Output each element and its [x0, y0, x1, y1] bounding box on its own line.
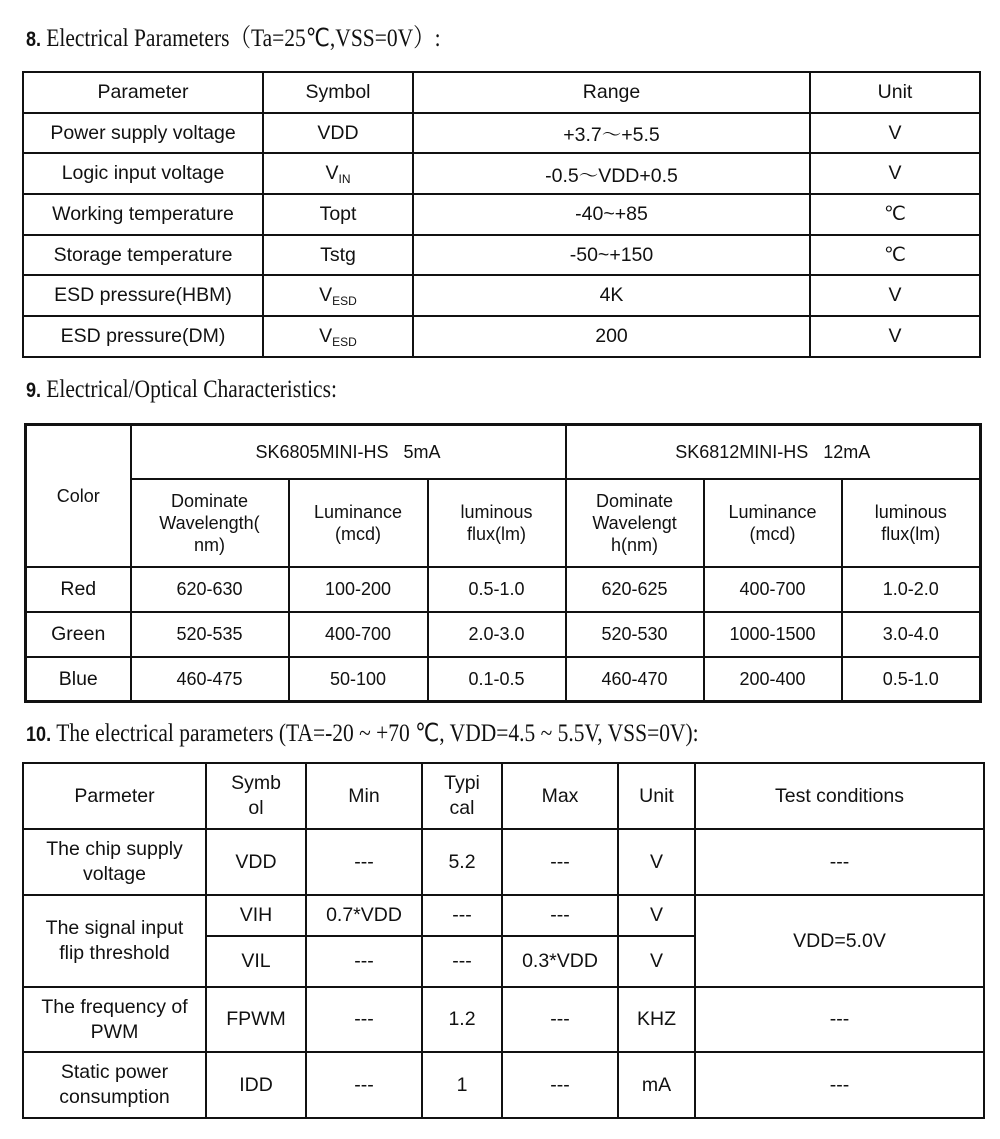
- conditions-cell: ---: [695, 1052, 984, 1118]
- min-cell: ---: [306, 987, 422, 1052]
- unit-cell: V: [810, 153, 980, 194]
- max-cell: ---: [502, 895, 618, 936]
- table-row: [23, 316, 980, 357]
- typical-cell: 1.2: [422, 987, 502, 1052]
- table-row: [26, 657, 981, 702]
- subheader-cell: Dominate Wavelengt h(nm): [566, 479, 704, 567]
- param-cell: The signal input flip threshold: [23, 895, 206, 987]
- symbol-cell: VIL: [206, 936, 306, 987]
- group-header: SK6812MINI-HS 12mA: [566, 425, 981, 479]
- header-cell: Parmeter: [23, 763, 206, 829]
- conditions-cell: ---: [695, 829, 984, 895]
- symbol-cell: VIH: [206, 895, 306, 936]
- subheader-cell: Luminance (mcd): [289, 479, 428, 567]
- unit-cell: ℃: [810, 235, 980, 276]
- max-cell: 0.3*VDD: [502, 936, 618, 987]
- table-row: [26, 612, 981, 657]
- typical-cell: ---: [422, 895, 502, 936]
- section-title: The electrical parameters (TA=-20 ~ +70 ℃, VDD=4.5 ~ 5.5V, VSS=0V):: [56, 720, 699, 747]
- value-cell: 200-400: [704, 657, 842, 702]
- color-cell: Green: [26, 612, 131, 657]
- unit-cell: V: [618, 936, 695, 987]
- value-cell: 2.0-3.0: [428, 612, 566, 657]
- param-cell: ESD pressure(HBM): [23, 275, 263, 316]
- electrical-parameters-table: [22, 71, 981, 358]
- table-header-row: [23, 72, 980, 113]
- symbol-cell: VDD: [263, 113, 413, 154]
- optical-characteristics-table: [24, 423, 982, 703]
- table-row: [23, 987, 984, 1052]
- table-row: [23, 235, 980, 276]
- param-cell: Storage temperature: [23, 235, 263, 276]
- range-cell: 4K: [413, 275, 810, 316]
- header-cell: Symb ol: [206, 763, 306, 829]
- section-number: 9.: [26, 379, 42, 402]
- table-row: [23, 194, 980, 235]
- range-cell: -40~+85: [413, 194, 810, 235]
- subheader-cell: Luminance (mcd): [704, 479, 842, 567]
- unit-cell: ℃: [810, 194, 980, 235]
- header-cell: Unit: [618, 763, 695, 829]
- range-cell: -50~+150: [413, 235, 810, 276]
- unit-cell: KHZ: [618, 987, 695, 1052]
- value-cell: 520-535: [131, 612, 289, 657]
- header-cell: Symbol: [263, 72, 413, 113]
- value-cell: 50-100: [289, 657, 428, 702]
- min-cell: ---: [306, 1052, 422, 1118]
- typical-cell: 5.2: [422, 829, 502, 895]
- section-number: 8.: [26, 28, 42, 51]
- param-cell: ESD pressure(DM): [23, 316, 263, 357]
- range-cell: +3.7～+5.5: [413, 113, 810, 154]
- unit-cell: V: [810, 113, 980, 154]
- symbol-cell: FPWM: [206, 987, 306, 1052]
- param-cell: Power supply voltage: [23, 113, 263, 154]
- value-cell: 460-475: [131, 657, 289, 702]
- typical-cell: 1: [422, 1052, 502, 1118]
- unit-cell: V: [618, 895, 695, 936]
- section-9-heading: [26, 375, 337, 406]
- table-row: [23, 895, 984, 936]
- typical-cell: ---: [422, 936, 502, 987]
- max-cell: ---: [502, 1052, 618, 1118]
- value-cell: 460-470: [566, 657, 704, 702]
- conditions-cell: VDD=5.0V: [695, 895, 984, 987]
- header-cell: Parameter: [23, 72, 263, 113]
- section-10-heading: [26, 719, 699, 750]
- symbol-cell: VDD: [206, 829, 306, 895]
- table-row: [23, 829, 984, 895]
- symbol-cell: Topt: [263, 194, 413, 235]
- param-cell: Logic input voltage: [23, 153, 263, 194]
- value-cell: 400-700: [289, 612, 428, 657]
- symbol-cell: $V_{ESD}$: [263, 275, 413, 316]
- max-cell: ---: [502, 987, 618, 1052]
- value-cell: 620-625: [566, 567, 704, 612]
- header-cell: Min: [306, 763, 422, 829]
- header-cell: Unit: [810, 72, 980, 113]
- table-subheader-row: [26, 479, 981, 567]
- range-cell: -0.5～VDD+0.5: [413, 153, 810, 194]
- param-cell: The frequency of PWM: [23, 987, 206, 1052]
- value-cell: 620-630: [131, 567, 289, 612]
- value-cell: 0.5-1.0: [428, 567, 566, 612]
- table-row: [23, 275, 980, 316]
- value-cell: 0.1-0.5: [428, 657, 566, 702]
- symbol-cell: IDD: [206, 1052, 306, 1118]
- param-cell: The chip supply voltage: [23, 829, 206, 895]
- value-cell: 100-200: [289, 567, 428, 612]
- table-row: [23, 113, 980, 154]
- section-title: Electrical/Optical Characteristics:: [46, 376, 337, 403]
- table-row: [26, 567, 981, 612]
- unit-cell: V: [810, 275, 980, 316]
- symbol-cell: $V_{IN}$: [263, 153, 413, 194]
- header-cell: Test conditions: [695, 763, 984, 829]
- value-cell: 1000-1500: [704, 612, 842, 657]
- color-cell: Blue: [26, 657, 131, 702]
- group-header: SK6805MINI-HS 5mA: [131, 425, 566, 479]
- header-cell: Max: [502, 763, 618, 829]
- table-header-row: [26, 425, 981, 479]
- header-cell: Range: [413, 72, 810, 113]
- color-header: Color: [26, 425, 131, 567]
- unit-cell: V: [618, 829, 695, 895]
- subheader-cell: luminous flux(lm): [842, 479, 981, 567]
- min-cell: ---: [306, 936, 422, 987]
- subheader-cell: Dominate Wavelength( nm): [131, 479, 289, 567]
- value-cell: 3.0-4.0: [842, 612, 981, 657]
- table-header-row: [23, 763, 984, 829]
- value-cell: 0.5-1.0: [842, 657, 981, 702]
- param-cell: Static power consumption: [23, 1052, 206, 1118]
- header-cell: Typi cal: [422, 763, 502, 829]
- value-cell: 400-700: [704, 567, 842, 612]
- symbol-cell: Tstg: [263, 235, 413, 276]
- max-cell: ---: [502, 829, 618, 895]
- electrical-parameters-detail-table: [22, 762, 985, 1119]
- value-cell: 1.0-2.0: [842, 567, 981, 612]
- symbol-cell: $V_{ESD}$: [263, 316, 413, 357]
- min-cell: ---: [306, 829, 422, 895]
- table-row: [23, 153, 980, 194]
- unit-cell: V: [810, 316, 980, 357]
- subheader-cell: luminous flux(lm): [428, 479, 566, 567]
- min-cell: 0.7*VDD: [306, 895, 422, 936]
- section-title: Electrical Parameters（Ta=25℃,VSS=0V）:: [46, 25, 441, 52]
- value-cell: 520-530: [566, 612, 704, 657]
- color-cell: Red: [26, 567, 131, 612]
- section-number: 10.: [26, 723, 52, 746]
- section-8-heading: [26, 24, 441, 55]
- unit-cell: mA: [618, 1052, 695, 1118]
- param-cell: Working temperature: [23, 194, 263, 235]
- range-cell: 200: [413, 316, 810, 357]
- table-row: [23, 1052, 984, 1118]
- conditions-cell: ---: [695, 987, 984, 1052]
